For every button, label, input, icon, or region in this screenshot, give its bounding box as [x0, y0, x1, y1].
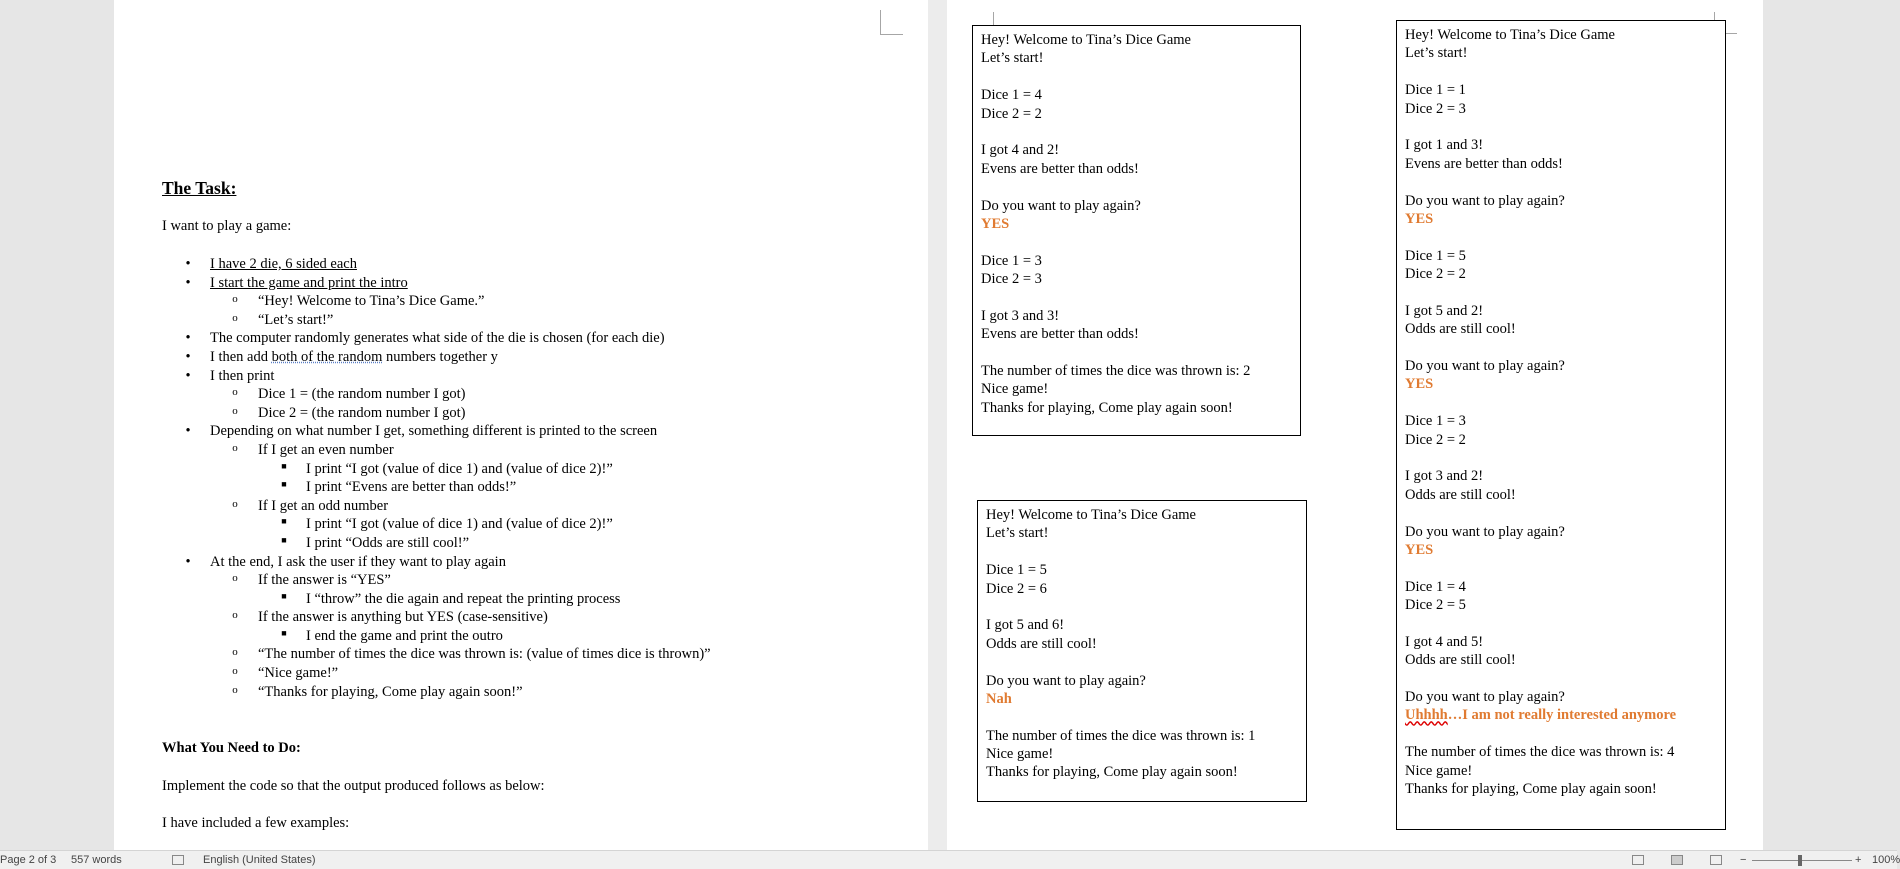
bullet-marker: ■: [281, 516, 287, 527]
blank-line: [1405, 173, 1717, 191]
page-gap: [928, 0, 947, 850]
output-line: Odds are still cool!: [1405, 486, 1516, 503]
print-layout-icon[interactable]: [1671, 855, 1683, 865]
bullet-marker: o: [232, 441, 238, 454]
example-output-box-2: [977, 500, 1307, 802]
list-item-text: If I get an even number: [258, 441, 394, 458]
list-item-text: I print “I got (value of dice 1) and (value of dice 2)!”: [306, 516, 613, 533]
answer-rest: …I am not really interested anymore: [1447, 707, 1677, 724]
blank-line: [1405, 725, 1717, 743]
output-line: Do you want to play again?: [1405, 358, 1565, 375]
list-item: [162, 665, 882, 684]
crop-mark: [880, 10, 903, 35]
output-line: Dice 1 = 3: [981, 252, 1042, 269]
bullet-marker: o: [232, 683, 238, 696]
list-item: [162, 591, 882, 610]
user-answer: YES: [1405, 541, 1434, 558]
zoom-slider-thumb[interactable]: [1798, 855, 1802, 866]
output-line: Hey! Welcome to Tina’s Dice Game: [981, 32, 1191, 48]
blank-line: [981, 288, 1292, 306]
example-output-box-1: [972, 25, 1301, 436]
bullet-marker: •: [185, 330, 191, 347]
blank-line: [986, 708, 1298, 726]
output-line: Evens are better than odds!: [981, 326, 1139, 343]
web-layout-icon[interactable]: [1710, 855, 1722, 865]
output-line: I got 1 and 3!: [1405, 137, 1484, 154]
output-line: Dice 2 = 3: [1405, 100, 1466, 117]
output-line: I got 5 and 2!: [1405, 302, 1484, 319]
bullet-marker: •: [185, 423, 191, 440]
output-line: Do you want to play again?: [986, 672, 1146, 689]
list-item: [162, 684, 882, 703]
bullet-marker: ■: [281, 534, 287, 545]
output-line: I got 4 and 2!: [981, 142, 1060, 159]
list-item-text: “Nice game!”: [258, 665, 339, 682]
blank-line: [1405, 228, 1717, 246]
proofing-icon[interactable]: [172, 855, 184, 865]
list-item-text: “Thanks for playing, Come play again soon!”: [258, 683, 523, 700]
bullet-marker: ■: [281, 627, 287, 638]
blank-line: [981, 233, 1292, 251]
list-item: [162, 646, 882, 665]
document-page-left: [114, 0, 928, 850]
output-line: Thanks for playing, Come play again soon!: [986, 764, 1238, 781]
output-line: Thanks for playing, Come play again soon!: [981, 399, 1233, 416]
output-line: Dice 2 = 2: [1405, 431, 1466, 448]
output-line: Nice game!: [1405, 762, 1473, 779]
blank-line: [1405, 504, 1717, 522]
list-item: [162, 554, 882, 573]
list-item: [162, 256, 882, 275]
list-item-text: I start the game and print the intro: [210, 274, 408, 291]
user-answer: [1405, 706, 1717, 724]
grammar-mark: both of the random: [271, 348, 383, 365]
list-item: [162, 516, 882, 535]
output-line: Dice 2 = 5: [1405, 597, 1466, 614]
output-line: Evens are better than odds!: [1405, 155, 1563, 172]
bullet-marker: •: [185, 367, 191, 384]
bullet-marker: ■: [281, 460, 287, 471]
bullet-marker: o: [232, 497, 238, 510]
user-answer: Nah: [986, 690, 1012, 707]
list-item-text: If the answer is anything but YES (case-sensitive): [258, 609, 548, 626]
list-item: [162, 609, 882, 628]
blank-line: [1405, 283, 1717, 301]
list-item: [162, 498, 882, 517]
bullet-marker: o: [232, 646, 238, 659]
list-item: [162, 312, 882, 331]
bullet-marker: •: [185, 274, 191, 291]
list-item-text: I “throw” the die again and repeat the printing process: [306, 590, 621, 607]
read-mode-icon[interactable]: [1632, 855, 1644, 865]
output-line: Do you want to play again?: [1405, 523, 1565, 540]
output-line: Dice 1 = 5: [986, 562, 1047, 579]
blank-line: [1405, 449, 1717, 467]
list-item: [162, 386, 882, 405]
list-item: [162, 535, 882, 554]
list-item: [162, 368, 882, 387]
blank-line: [986, 543, 1298, 561]
blank-line: [986, 653, 1298, 671]
bullet-marker: o: [232, 293, 238, 306]
user-answer: YES: [981, 215, 1010, 232]
blank-line: [981, 178, 1292, 196]
list-item: [162, 349, 882, 368]
spelling-error-mark: Uhhhh: [1405, 707, 1448, 724]
output-line: Odds are still cool!: [1405, 321, 1516, 338]
status-bar: [0, 850, 1900, 869]
list-item-text: At the end, I ask the user if they want to play again: [210, 553, 506, 570]
output-line: I got 3 and 3!: [981, 307, 1060, 324]
blank-line: [1405, 118, 1717, 136]
blank-line: [1405, 559, 1717, 577]
output-line: Let’s start!: [986, 525, 1049, 542]
list-item: [162, 628, 882, 647]
bullet-marker: o: [232, 665, 238, 678]
list-item: [162, 405, 882, 424]
bullet-marker: o: [232, 404, 238, 417]
list-item-text: I then print: [210, 367, 275, 384]
output-line: Dice 1 = 1: [1405, 82, 1466, 99]
output-line: The number of times the dice was thrown is: 1: [986, 727, 1256, 744]
page-count[interactable]: Page 2 of 3: [0, 854, 57, 866]
zoom-slider-track[interactable]: [1752, 860, 1852, 861]
bullet-marker: o: [232, 311, 238, 324]
list-item-text: I have 2 die, 6 sided each: [210, 256, 357, 272]
bullet-marker: o: [232, 609, 238, 622]
bullet-marker: •: [185, 256, 191, 272]
blank-line: [1405, 394, 1717, 412]
list-item-text: I print “Evens are better than odds!”: [306, 479, 517, 496]
list-item: [162, 423, 882, 442]
output-line: I got 3 and 2!: [1405, 468, 1484, 485]
output-line: Let’s start!: [981, 50, 1044, 67]
output-line: Evens are better than odds!: [981, 160, 1139, 177]
blank-line: [981, 68, 1292, 86]
output-line: Odds are still cool!: [1405, 652, 1516, 669]
list-item: [162, 442, 882, 461]
blank-line: [1405, 63, 1717, 81]
bullet-marker: ■: [281, 590, 287, 601]
output-line: Thanks for playing, Come play again soon!: [1405, 781, 1657, 798]
implement-text: Implement the code so that the output produced follows as below:: [162, 778, 545, 794]
output-line: Do you want to play again?: [981, 197, 1141, 214]
output-line: Do you want to play again?: [1405, 192, 1565, 209]
output-line: Dice 1 = 4: [981, 87, 1042, 104]
example-output-box-3: [1396, 20, 1726, 830]
output-line: Dice 2 = 3: [981, 271, 1042, 288]
zoom-level[interactable]: 100%: [1872, 854, 1900, 866]
output-line: Dice 2 = 2: [1405, 266, 1466, 283]
user-answer: YES: [1405, 210, 1434, 227]
bullet-marker: o: [232, 572, 238, 585]
list-item: [162, 479, 882, 498]
output-line: Hey! Welcome to Tina’s Dice Game: [986, 507, 1196, 523]
output-line: Hey! Welcome to Tina’s Dice Game: [1405, 27, 1615, 43]
list-item-text: The computer randomly generates what side of the die is chosen (for each die): [210, 330, 665, 347]
word-count[interactable]: 557 words: [71, 854, 122, 866]
output-line: The number of times the dice was thrown is: 2: [981, 363, 1251, 380]
list-item-text: Dice 1 = (the random number I got): [258, 386, 466, 403]
blank-line: [981, 344, 1292, 362]
list-item-text: “Hey! Welcome to Tina’s Dice Game.”: [258, 293, 485, 310]
list-item-text: Depending on what number I get, something different is printed to the screen: [210, 423, 658, 440]
task-list: [162, 256, 882, 702]
list-item-text: I print “I got (value of dice 1) and (value of dice 2)!”: [306, 460, 613, 477]
bullet-marker: ■: [281, 479, 287, 490]
document-page-right: [947, 0, 1763, 850]
output-line: Dice 1 = 3: [1405, 413, 1466, 430]
crop-mark: [993, 12, 995, 26]
list-item-text: “The number of times the dice was thrown is: (value of times dice is thrown)”: [258, 646, 711, 663]
blank-line: [981, 123, 1292, 141]
output-line: The number of times the dice was thrown is: 4: [1405, 744, 1675, 761]
output-line: Dice 2 = 2: [981, 105, 1042, 122]
blank-line: [986, 598, 1298, 616]
list-item: [162, 572, 882, 591]
list-item-text: If the answer is “YES”: [258, 572, 391, 589]
user-answer: YES: [1405, 376, 1434, 393]
blank-line: [1405, 670, 1717, 688]
list-item-text: I then add both of the random numbers together y: [210, 348, 498, 365]
output-line: Odds are still cool!: [986, 635, 1097, 652]
output-line: Dice 1 = 5: [1405, 247, 1466, 264]
output-line: Let’s start!: [1405, 45, 1468, 62]
task-heading: The Task:: [162, 178, 237, 198]
zoom-in-button[interactable]: +: [1855, 854, 1862, 866]
list-item-text: “Let’s start!”: [258, 311, 334, 328]
output-line: I got 4 and 5!: [1405, 633, 1484, 650]
examples-text: I have included a few examples:: [162, 815, 350, 831]
zoom-out-button[interactable]: −: [1740, 854, 1747, 866]
output-line: Nice game!: [986, 746, 1054, 763]
output-line: Nice game!: [981, 381, 1049, 398]
output-line: Dice 2 = 6: [986, 580, 1047, 597]
output-line: Do you want to play again?: [1405, 689, 1565, 706]
list-item: [162, 461, 882, 480]
intro-text: I want to play a game:: [162, 218, 292, 234]
list-item: [162, 293, 882, 312]
list-item: [162, 330, 882, 349]
blank-line: [1405, 339, 1717, 357]
bullet-marker: •: [185, 348, 191, 365]
list-item-text: I end the game and print the outro: [306, 627, 503, 644]
what-you-need-heading: What You Need to Do:: [162, 740, 301, 756]
list-item-text: If I get an odd number: [258, 497, 389, 514]
list-item-text: I print “Odds are still cool!”: [306, 534, 470, 551]
bullet-marker: •: [185, 553, 191, 570]
output-line: Dice 1 = 4: [1405, 578, 1466, 595]
bullet-marker: o: [232, 386, 238, 399]
list-item-text: Dice 2 = (the random number I got): [258, 404, 466, 421]
output-line: I got 5 and 6!: [986, 617, 1065, 634]
list-item: [162, 275, 882, 294]
blank-line: [1405, 615, 1717, 633]
language-indicator[interactable]: English (United States): [203, 854, 316, 866]
